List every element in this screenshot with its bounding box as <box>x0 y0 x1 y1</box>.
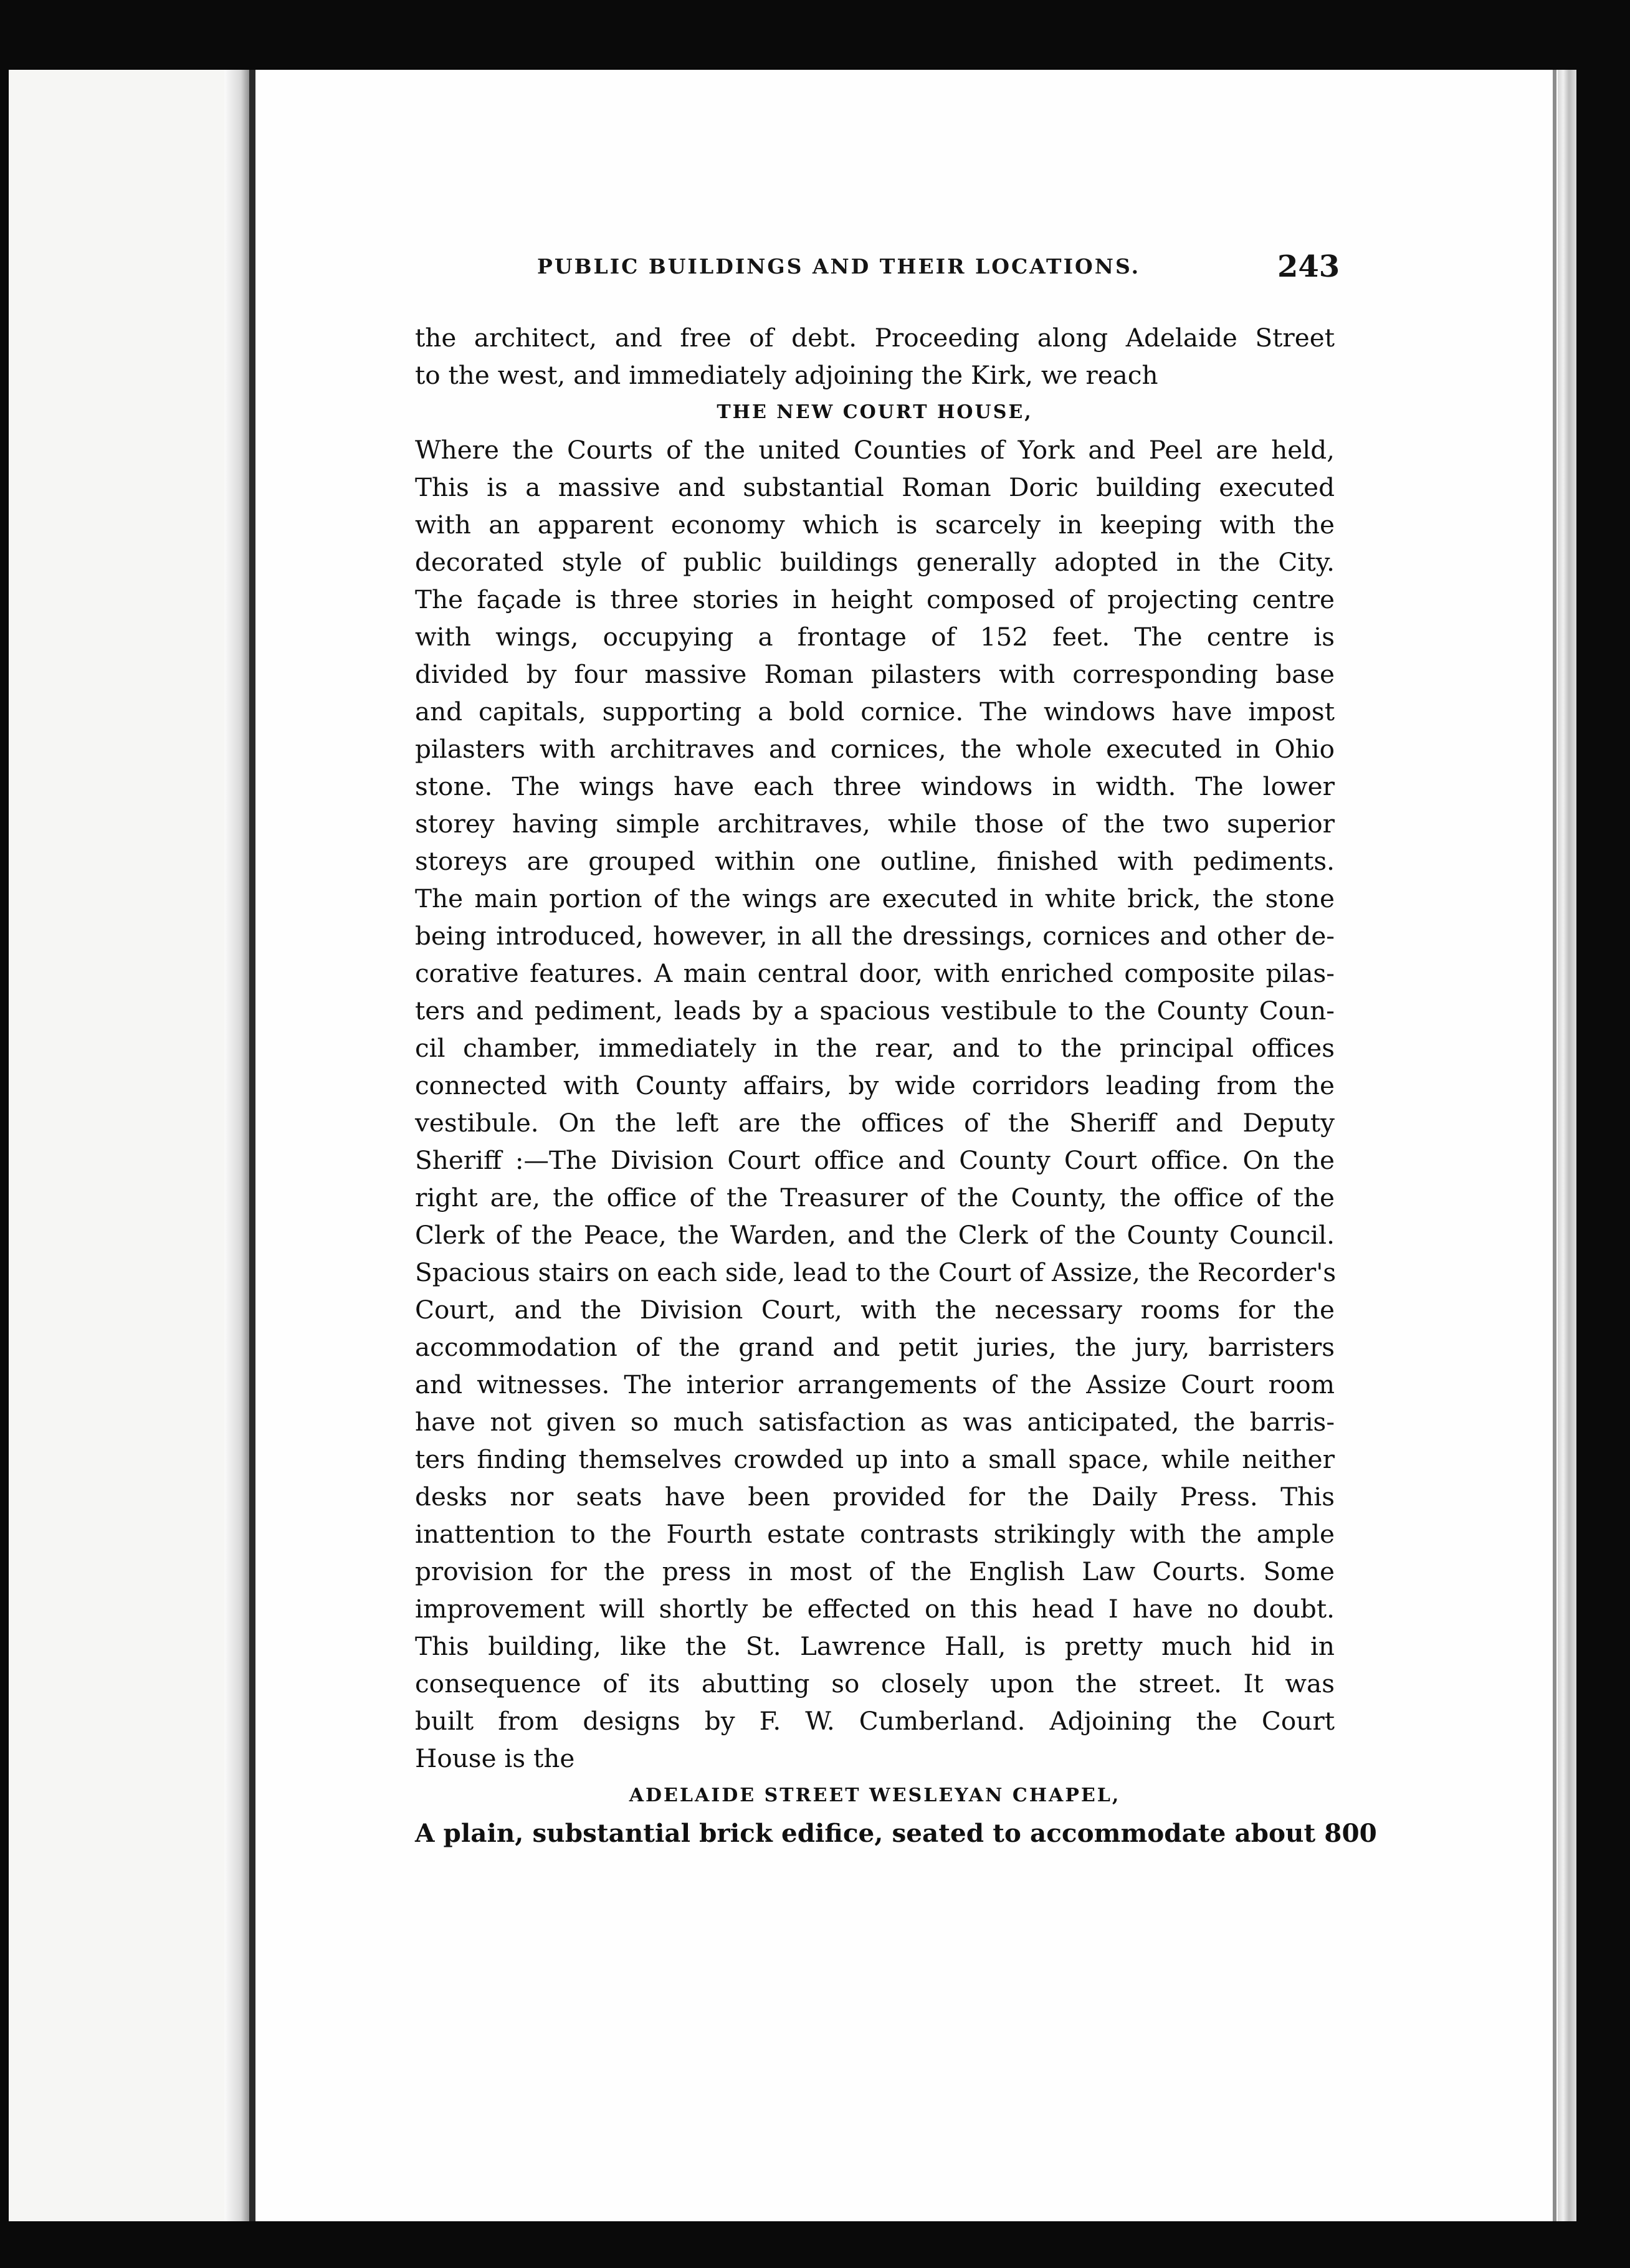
text-line: This building, like the St. Lawrence Hall, is pretty much hid in <box>415 1631 1335 1661</box>
scan-border-right <box>1576 0 1630 2268</box>
text-line: Where the Courts of the united Counties of York and Peel are held, <box>415 435 1335 465</box>
text-line: accommodation of the grand and petit juries, the jury, barristers <box>415 1332 1335 1362</box>
body-text <box>415 319 1377 1852</box>
text-line: inattention to the Fourth estate contrasts strikingly with the ample <box>415 1519 1335 1549</box>
text-line: right are, the office of the Treasurer of the County, the office of the <box>415 1183 1335 1213</box>
text-line: Court, and the Division Court, with the necessary rooms for the <box>415 1295 1335 1325</box>
scan-border-top <box>0 0 1630 70</box>
text-line: ters and pediment, leads by a spacious vestibule to the County Coun- <box>415 996 1335 1026</box>
text-line: corative features. A main central door, with enriched composite pilas- <box>415 958 1335 988</box>
text-line: decorated style of public buildings generally adopted in the City. <box>415 547 1335 577</box>
text-line: to the west, and immediately adjoining the Kirk, we reach <box>415 360 1158 390</box>
text-line: A plain, substantial brick edifice, seated to accommodate about 800 <box>415 1818 1377 1848</box>
text-line: and capitals, supporting a bold cornice. The windows have impost <box>415 697 1335 727</box>
text-line: Clerk of the Peace, the Warden, and the Clerk of the County Council. <box>415 1220 1335 1250</box>
text-line: cil chamber, immediately in the rear, and to the principal offices <box>415 1033 1335 1063</box>
text-line: built from designs by F. W. Cumberland. Adjoining the Court <box>415 1706 1335 1736</box>
scan-border-left <box>0 0 9 2268</box>
text-line: improvement will shortly be effected on this head I have no doubt. <box>415 1594 1335 1624</box>
page-edges-stack <box>1558 70 1576 2221</box>
text-line: have not given so much satisfaction as was anticipated, the barris- <box>415 1407 1335 1437</box>
text-line: being introduced, however, in all the dressings, cornices and other de- <box>415 921 1335 951</box>
text-line: pilasters with architraves and cornices, the whole executed in Ohio <box>415 734 1335 764</box>
text-line: with an apparent economy which is scarcely in keeping with the <box>415 510 1335 540</box>
text-line: and witnesses. The interior arrangements of the Assize Court room <box>415 1370 1335 1399</box>
text-line: storeys are grouped within one outline, finished with pediments. <box>415 846 1335 876</box>
text-line: storey having simple architraves, while those of the two superior <box>415 809 1335 839</box>
text-line: desks nor seats have been provided for the Daily Press. This <box>415 1482 1335 1512</box>
page-number: 243 <box>1277 249 1340 284</box>
text-line: The main portion of the wings are executed in white brick, the stone <box>415 884 1335 913</box>
text-line: the architect, and free of debt. Proceeding along Adelaide Street <box>415 323 1335 353</box>
section-heading: ADELAIDE STREET WESLEYAN CHAPEL, <box>629 1784 1121 1806</box>
text-line: vestibule. On the left are the offices of the Sheriff and Deputy <box>415 1108 1335 1138</box>
section-heading: THE NEW COURT HOUSE, <box>717 401 1033 423</box>
text-line: provision for the press in most of the English Law Courts. Some <box>415 1556 1335 1586</box>
text-line: stone. The wings have each three windows in width. The lower <box>415 771 1335 801</box>
text-line: connected with County affairs, by wide corridors leading from the <box>415 1070 1335 1100</box>
scan-border-bottom <box>0 2221 1630 2268</box>
facing-page-left <box>9 70 233 2221</box>
text-line: ters finding themselves crowded up into a small space, while neither <box>415 1444 1335 1474</box>
text-line: Sheriff :—The Division Court office and County Court office. On the <box>415 1145 1335 1175</box>
book-gutter <box>249 70 255 2221</box>
text-line: This is a massive and substantial Roman Doric building executed <box>415 472 1335 502</box>
text-line: consequence of its abutting so closely upon the street. It was <box>415 1669 1335 1699</box>
page-edge-line <box>1553 70 1556 2221</box>
text-line: Spacious stairs on each side, lead to the Court of Assize, the Recorder's <box>415 1257 1337 1287</box>
text-line: House is the <box>415 1743 575 1773</box>
text-line: The façade is three stories in height composed of projecting centre <box>415 584 1335 614</box>
text-line: divided by four massive Roman pilasters with corresponding base <box>415 659 1335 689</box>
text-line: with wings, occupying a frontage of 152 feet. The centre is <box>415 622 1335 652</box>
running-head: PUBLIC BUILDINGS AND THEIR LOCATIONS. <box>537 254 1141 279</box>
